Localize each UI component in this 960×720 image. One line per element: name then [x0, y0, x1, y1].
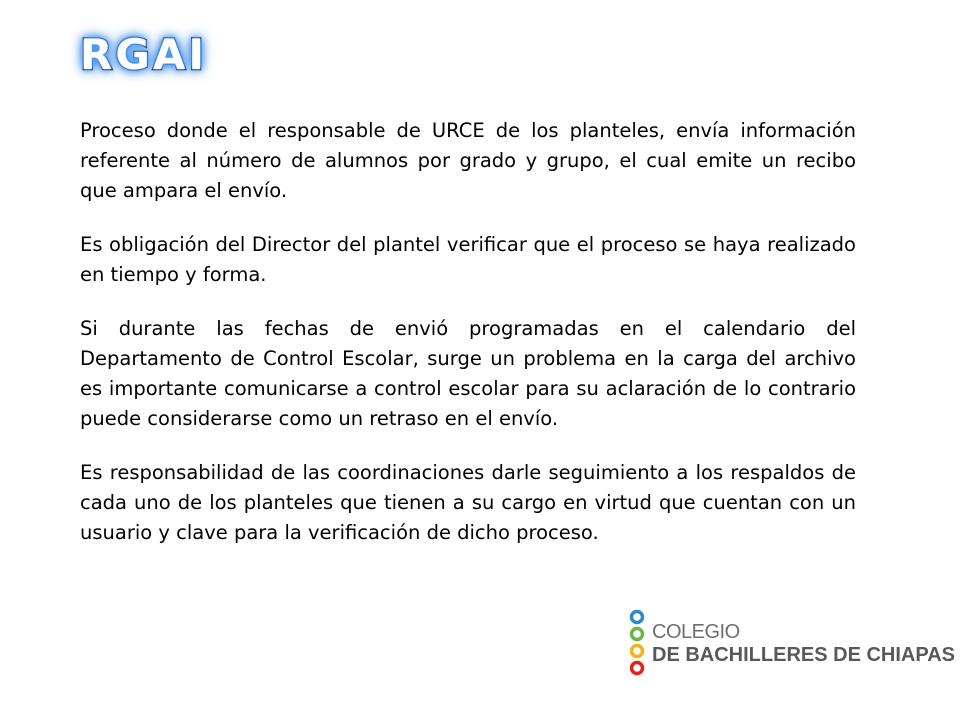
logo-rings-icon [628, 608, 646, 678]
logo-ring-yellow [632, 646, 643, 657]
slide-title: RGAI [80, 30, 207, 79]
paragraph-3: Si durante las fechas de envió programadas en el calendario del Departamento de Control Escolar, surge un problema en la carga del archivo es importante comunicarse a control escolar para su aclaración de lo contrario puede considerarse como un retraso en el envío. [80, 317, 856, 430]
logo-ring-green [632, 629, 643, 640]
slide-body [80, 116, 856, 572]
logo-ring-red [632, 663, 643, 674]
paragraph-4: Es responsabilidad de las coordinaciones darle seguimiento a los respaldos de cada uno de los planteles que tienen a su cargo en virtud que cuentan con un usuario y clave para la verificación de dicho proceso. [80, 461, 856, 544]
paragraph-2: Es obligación del Director del plantel verificar que el proceso se haya realizado en tiempo y forma. [80, 233, 856, 286]
logo-text-bachilleres: DE BACHILLERES DE CHIAPAS [652, 644, 955, 666]
paragraph-1: Proceso donde el responsable de URCE de los planteles, envía información referente al número de alumnos por grado y grupo, el cual emite un recibo que ampara el envío. [80, 119, 856, 202]
logo-text-colegio: COLEGIO [652, 621, 740, 643]
colegio-logo [628, 608, 958, 678]
logo-ring-blue [632, 612, 643, 623]
